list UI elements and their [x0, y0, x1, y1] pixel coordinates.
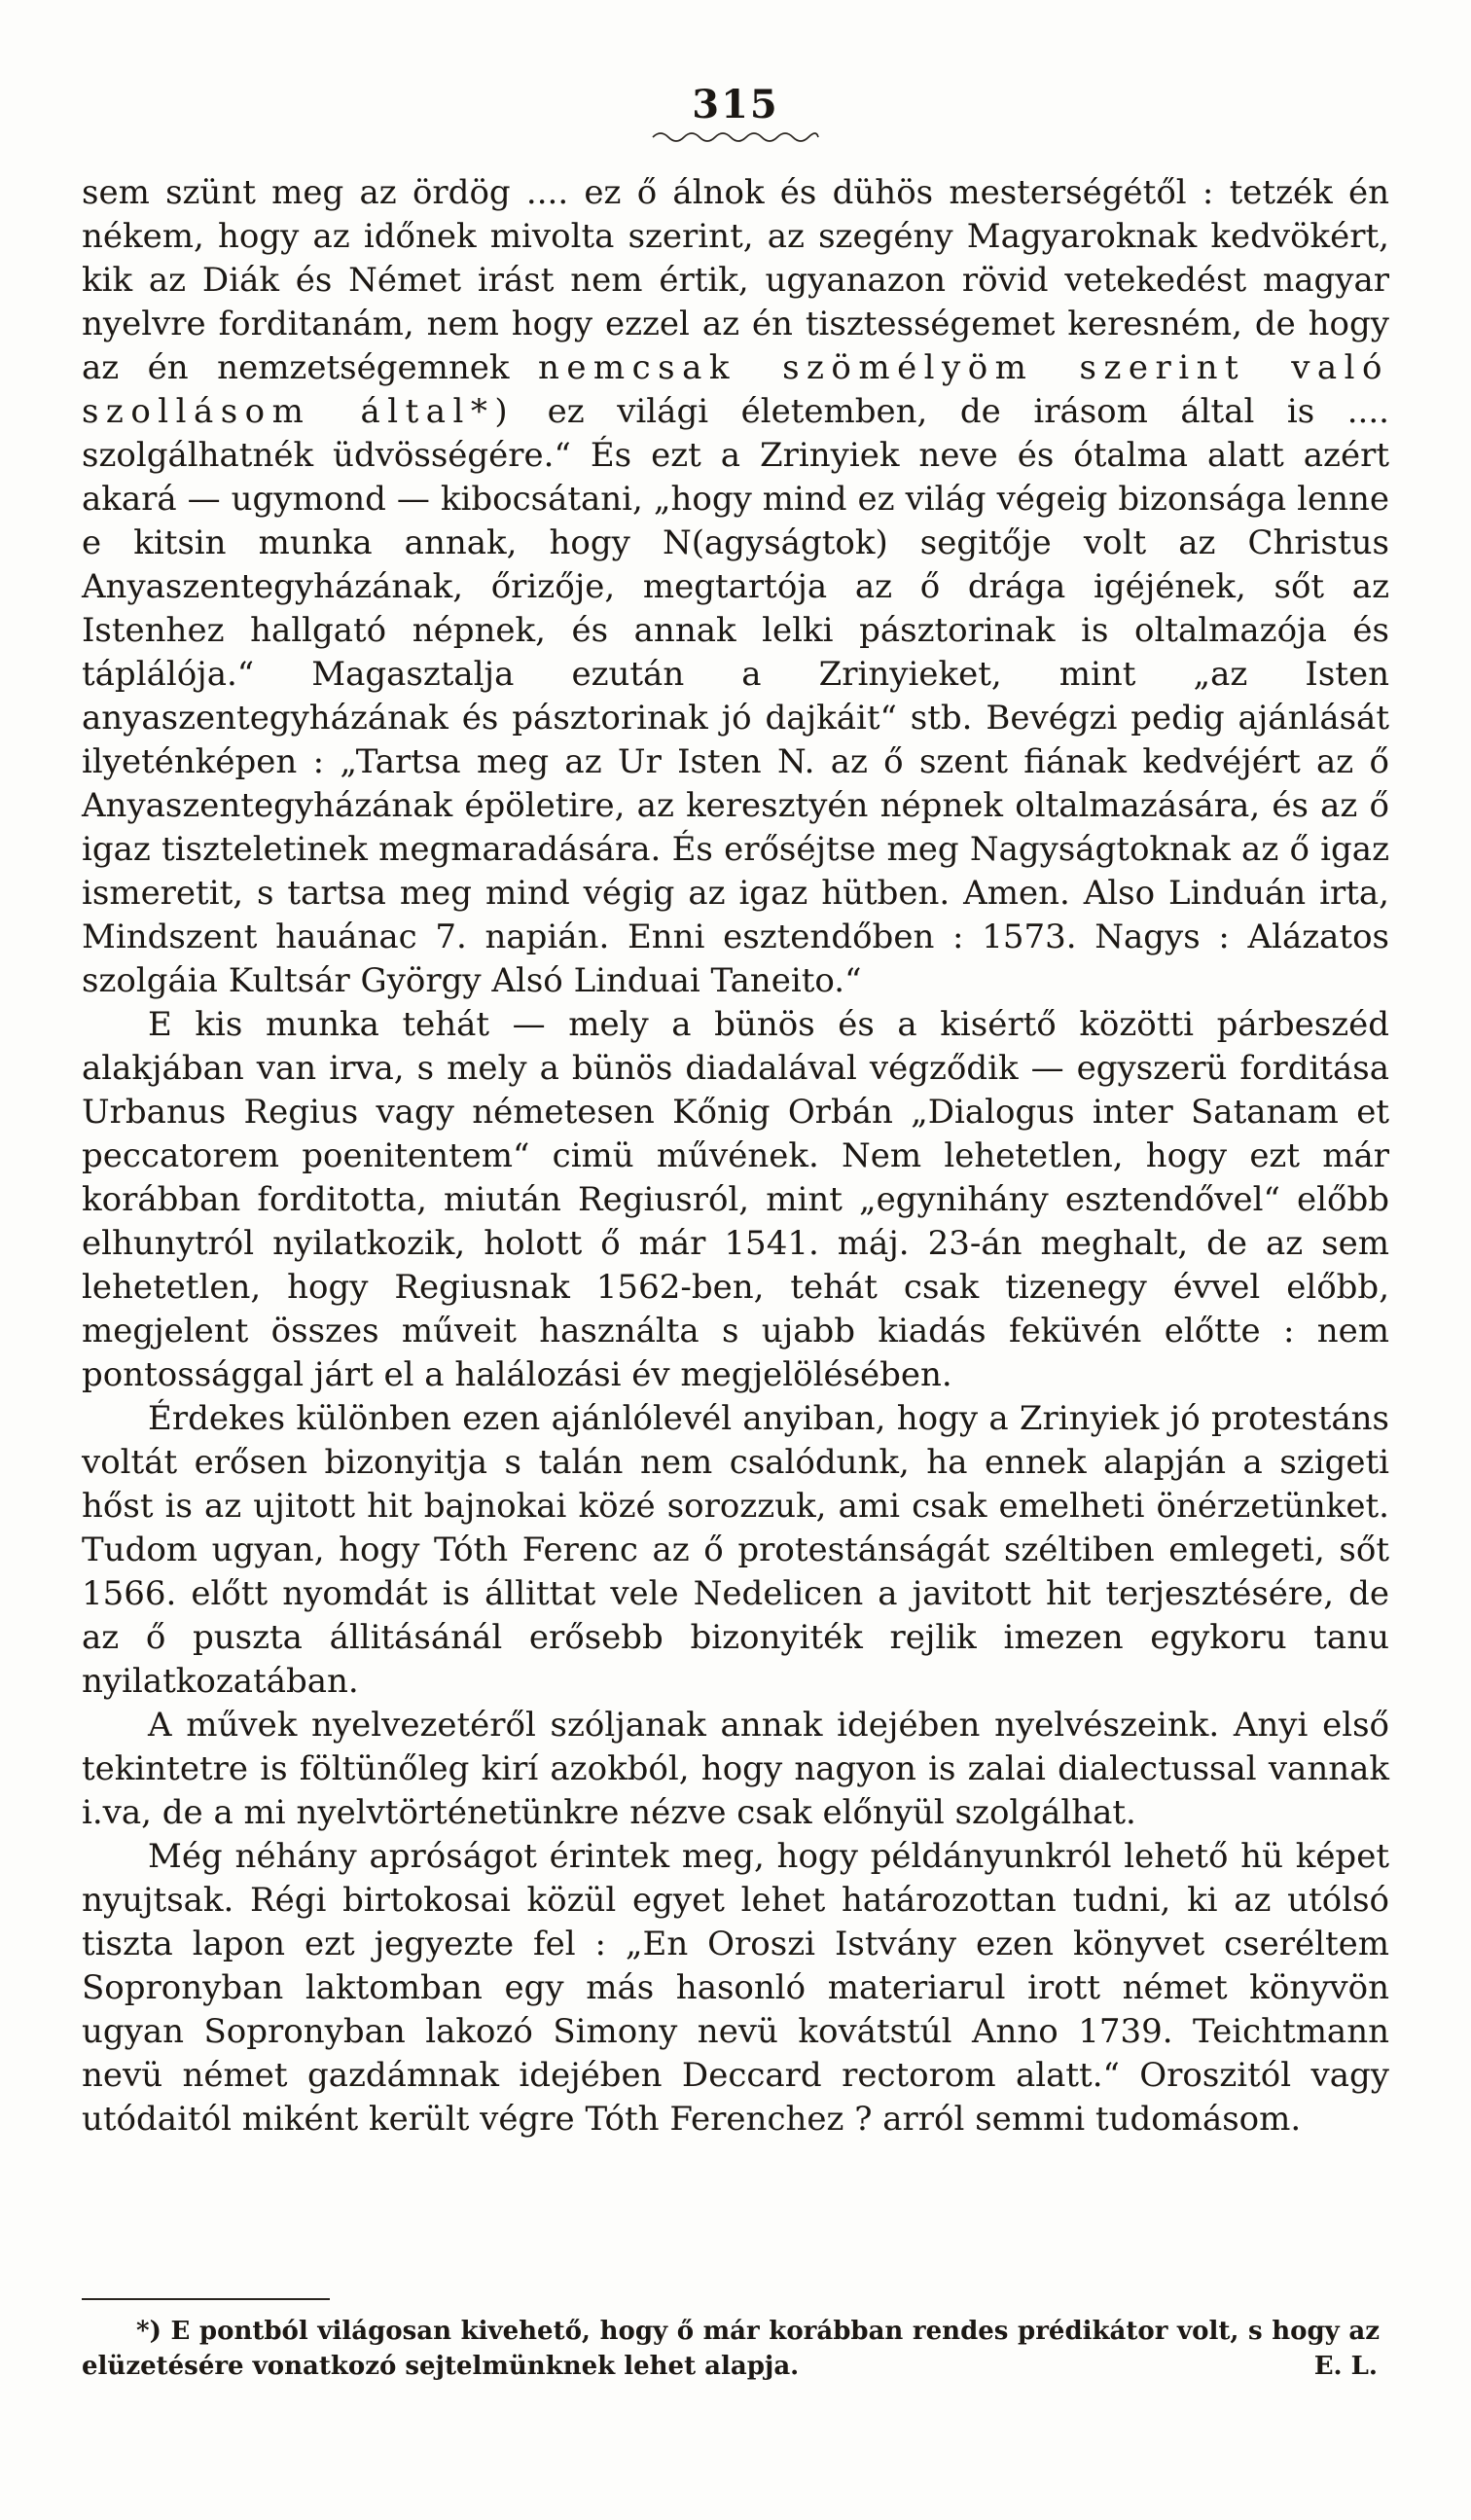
- footnote-separator-rule: [82, 2298, 330, 2300]
- paragraph-3: Érdekes különben ezen ajánlólevél anyiban, hogy a Zrinyiek jó protestáns voltát erősen bizonyitja s talán nem csalódunk, ha ennek alapján a szigeti hőst is az ujitott hit bajnokai közé sorozzuk, ami csak emelheti önérzetünket. Tudom ugyan, hogy Tóth Ferenc az ő protestánságát széltiben emlegeti, sőt 1566. előtt nyomdát is állittat vele Nedelicen a javitott hit terjesztésére, de az ő puszta állitásánál erősebb bizonyiték rejlik imezen egykoru tanu nyilatkozatában.: [82, 1399, 1389, 1701]
- page-body: [82, 171, 1389, 2142]
- footnote-text: *) E pontból világosan kivehető, hogy ő már korábban rendes prédikátor volt, s hogy az elüzetésére vonatkozó sejtelmünknek lehet alapja.: [82, 2317, 1380, 2381]
- page-header: [82, 84, 1389, 144]
- footnote-signature: E. L.: [1313, 2352, 1378, 2381]
- paragraph-5: Még néhány apróságot érintek meg, hogy példányunkról lehető hü képet nyujtsak. Régi birtokosai közül egyet lehet határozottan tudni, ki az utólsó tiszta lapon ezt jegyezte fel : „En Oroszi Istvány ezen könyvet cseréltem Sopronyban laktomban egy más hasonló materiarul irott német könyvön ugyan Sopronyban lakozó Simony nevü kovátstúl Anno 1739. Teichtmann nevü német gazdámnak idejében Deccard rectorom alatt.“ Oroszitól vagy utódaitól miként került végre Tóth Ferenchez ? arról semmi tudomásom.: [82, 1837, 1389, 2139]
- squiggle-ornament: [650, 128, 821, 144]
- paragraph-1-letterspaced-text: nemcsak szömélyöm szerint való szollásom által*): [82, 348, 1389, 431]
- paragraph-4: A művek nyelvezetéről szóljanak annak idejében nyelvészeink. Anyi első tekintetre is föltünőleg kirí azokból, hogy nagyon is zalai dialectussal vannak i.va, de a mi nyelvtörténetünkre nézve csak előnyül szolgálhat.: [82, 1706, 1389, 1832]
- paragraph-1-text-continued: ez világi életemben, de irásom által is .... szolgálhatnék üdvösségére.“ És ezt a Zrinyiek neve és ótalma alatt azért akará — ugymond — kibocsátani, „hogy mind ez világ végeig bizonsága lenne e kitsin munka annak, hogy N(agyságtok) segitője volt az Christus Anyaszentegyházának, őrizője, megtartója az ő drága igéjének, sőt az Istenhez hallgató népnek, és annak lelki pásztorinak is oltalmazója és táplálója.“ Magasztalja ezután a Zrinyieket, mint „az Isten anyaszentegyházának és pásztorinak jó dajkáit“ stb. Bevégzi pedig ajánlását ilyeténképen : „Tartsa meg az Ur Isten N. az ő szent fiának kedvéjért az ő Anyaszentegyházának épöletire, az keresztyén népnek oltalmazására, és az ő igaz tiszteletinek megmaradására. És erőséjtse meg Nagyságtoknak az ő igaz ismeretit, s tartsa meg mind végig az igaz hütben. Amen. Also Linduán irta, Mindszent hauánac 7. napián. Enni esztendőben : 1573. Nagys : Alázatos szolgáia Kultsár György Alsó Linduai Taneito.“: [82, 392, 1389, 1000]
- paragraph-2: E kis munka tehát — mely a bünös és a kisértő közötti párbeszéd alakjában van irva, s mely a bünös diadalával végződik — egyszerü forditása Urbanus Regius vagy németesen Kőnig Orbán „Dialogus inter Satanam et peccatorem poenitentem“ cimü művének. Nem lehetetlen, hogy ezt már korábban forditotta, miután Regiusról, mint „egynihány esztendővel“ előbb elhunytról nyilatkozik, holott ő már 1541. máj. 23-án meghalt, de az sem lehetetlen, hogy Regiusnak 1562-ben, tehát csak tizenegy évvel előbb, megjelent összes műveit használta s ujabb kiadás feküvén előtte : nem pontossággal járt el a halálozási év megjelölésében.: [82, 1005, 1389, 1394]
- paragraph-1-text: sem szünt meg az ördög .... ez ő álnok és dühös mesterségétől : tetzék én nékem, hogy az időnek mivolta szerint, az szegény Magyaroknak kedvökért, kik az Diák és Német irást nem értik, ugyanazon rövid vetekedést magyar nyelvre forditanám, nem hogy ezzel az én tisztességemet keresném, de hogy az én nemzetségemnek: [82, 173, 1389, 387]
- page-number: 315: [692, 82, 779, 127]
- footnote-section: [82, 2298, 1389, 2384]
- footnote-paragraph: [82, 2314, 1389, 2384]
- paragraph-continuation: [82, 171, 1389, 1003]
